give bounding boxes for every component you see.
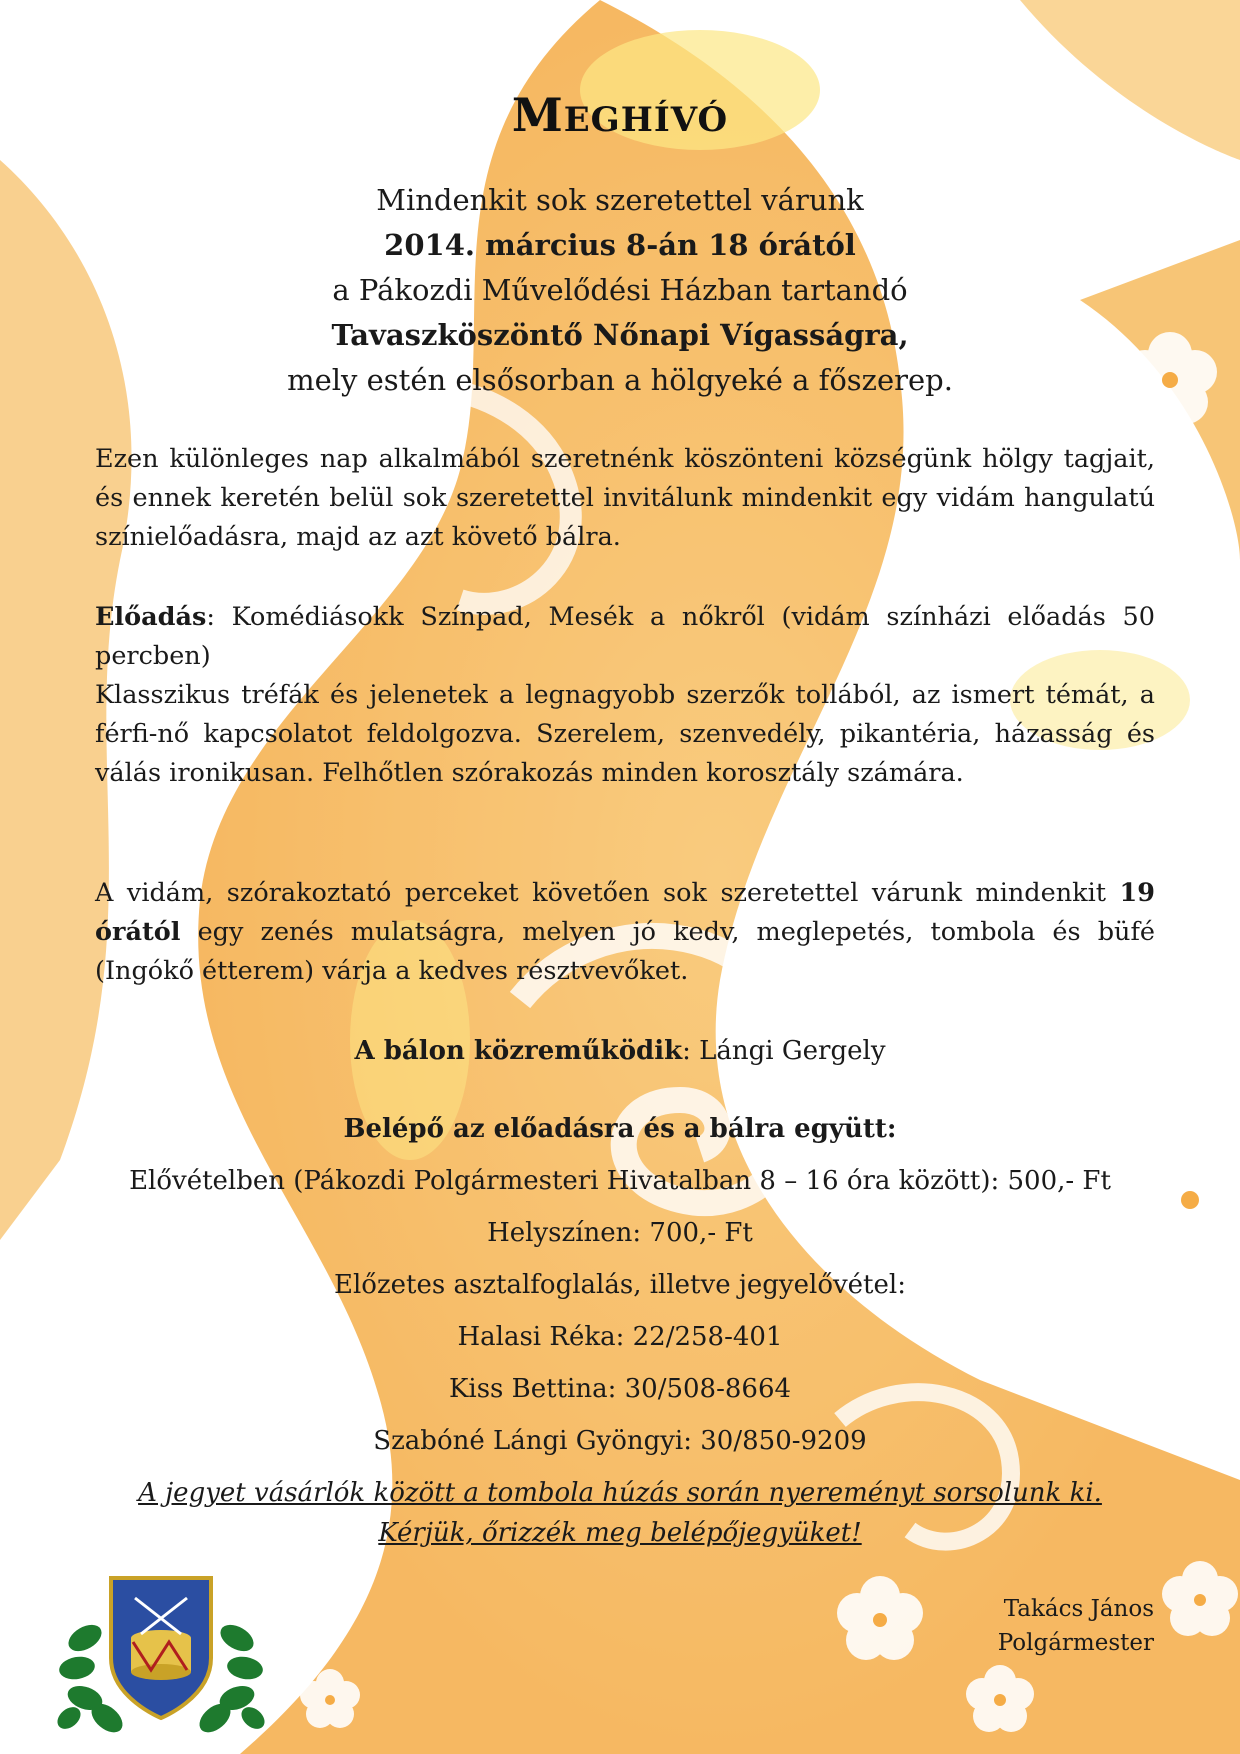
performance-description: Klasszikus tréfák és jelenetek a legnagyobb szerzők tollából, az ismert témát, a férfi-nő kapcsolatot feldolgozva. Szerelem, szenvedély, pikantéria, házasság és válás ironikusan. Felhőtlen szórakozás minden korosztály számára. (95, 680, 1155, 788)
intro-line-1: Mindenkit sok szeretettel várunk (376, 183, 864, 217)
paragraph-greeting: Ezen különleges nap alkalmából szeretnénk köszönteni községünk hölgy tagjait, és ennek keretén belül sok szeretettel invitálunk mindenkit egy vidám hangulatú színielőadásra, majd az azt követő bálra. (95, 444, 1155, 552)
paragraph-ball: A vidám, szórakoztató perceket követően sok szeretettel várunk mindenkit 19 órától egy zenés mulatságra, melyen jó kedv, meglepetés, tombola és büfé (Ingókő étterem) várja a kedves résztvevőket. (95, 878, 1155, 986)
intro-block (0, 178, 1240, 403)
ball-time: 19 órától (95, 878, 1155, 947)
contact-item: Halasi Réka: 22/258-401 (457, 1322, 783, 1352)
event-date: 2014. március 8-án 18 órától (384, 228, 856, 262)
performer-label: A bálon közreműködik (354, 1036, 683, 1066)
ticket-heading: Belépő az előadásra és a bálra együtt: (343, 1114, 897, 1144)
contact-item: Kiss Bettina: 30/508-8664 (448, 1374, 792, 1404)
performer-name: : Lángi Gergely (682, 1036, 886, 1066)
performer-line (0, 1036, 1240, 1066)
raffle-note: A jegyet vásárlók között a tombola húzás során nyereményt sorsolunk ki. (138, 1478, 1102, 1508)
performance-label: Előadás (95, 602, 207, 632)
keep-ticket-note: Kérjük, őrizzék meg belépőjegyüket! (378, 1518, 862, 1548)
intro-line-5: mely estén elsősorban a hölgyeké a főszerep. (287, 363, 953, 397)
presale-price: Elővételben (Pákozdi Polgármesteri Hivatalban 8 – 16 óra között): 500,- Ft (129, 1166, 1111, 1196)
page-title: MEGHÍVÓ (511, 88, 729, 142)
onsite-price: Helyszínen: 700,- Ft (487, 1218, 753, 1248)
paragraph-performance (95, 598, 1155, 793)
performance-text: : Komédiásokk Színpad, Mesék a nőkről (vidám színházi előadás 50 percben) (95, 602, 1155, 671)
intro-line-3: a Pákozdi Művelődési Házban tartandó (332, 273, 908, 307)
contact-item: Szabóné Lángi Gyöngyi: 30/850-9209 (373, 1426, 867, 1456)
event-name: Tavaszköszöntő Nőnapi Vígasságra, (331, 318, 909, 352)
signatory-role: Polgármester (997, 1630, 1154, 1656)
booking-info: Előzetes asztalfoglalás, illetve jegyelővétel: (334, 1270, 906, 1300)
signatory-name: Takács János (1003, 1596, 1154, 1622)
municipal-crest-icon (55, 1568, 267, 1738)
